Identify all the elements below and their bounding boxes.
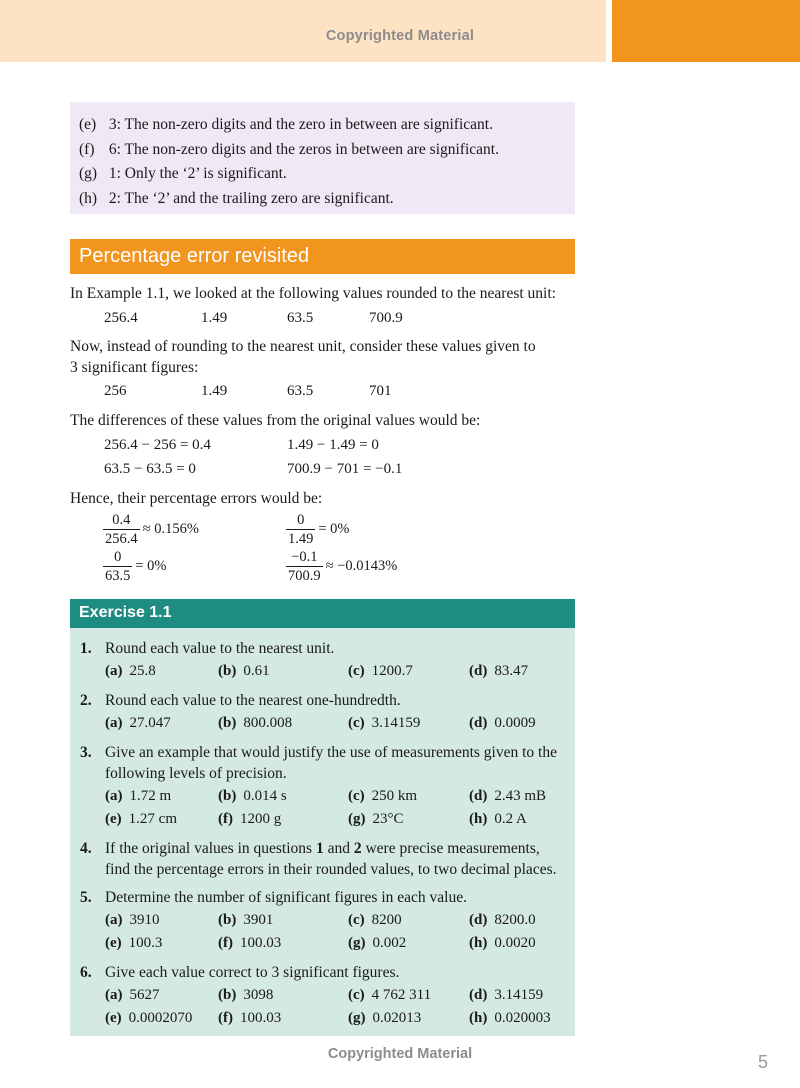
denominator: 256.4 <box>105 531 138 547</box>
option-label: (e) <box>105 1010 122 1026</box>
option-value: 8200.0 <box>494 912 536 928</box>
answer-line <box>79 113 575 138</box>
option-value: 0.002 <box>372 935 407 951</box>
option-value: 5627 <box>129 987 160 1003</box>
option-value: 1.72 m <box>129 788 172 804</box>
question-ref: 2 <box>353 840 362 857</box>
option <box>348 663 413 680</box>
option-value: 8200 <box>371 912 402 928</box>
option-label: (a) <box>105 663 123 679</box>
header-copyright: Copyrighted Material <box>325 28 475 44</box>
option <box>218 987 273 1004</box>
option-value: 83.47 <box>494 663 529 679</box>
question-text: following levels of precision. <box>105 765 287 782</box>
answer-text: 2: The ‘2’ and the trailing zero are significant. <box>108 189 394 207</box>
option-value: 0.014 s <box>243 788 287 804</box>
option-label: (d) <box>469 912 488 928</box>
option <box>348 912 402 929</box>
question-number: 1. <box>80 640 92 657</box>
option <box>348 788 417 805</box>
option-value: 3901 <box>243 912 274 928</box>
option <box>469 663 528 680</box>
answer-label: (h) <box>79 189 98 207</box>
option-label: (h) <box>469 811 488 827</box>
option <box>218 663 270 680</box>
option-value: 100.3 <box>128 935 163 951</box>
option <box>218 811 281 828</box>
option <box>218 715 292 732</box>
option <box>469 1010 551 1027</box>
option-label: (d) <box>469 788 488 804</box>
value-cell: 1.49 <box>201 383 228 399</box>
value-cell: 256 <box>104 383 127 399</box>
question-number: 4. <box>80 840 92 857</box>
option <box>218 1010 281 1027</box>
answer-line <box>79 138 575 163</box>
option-label: (b) <box>218 663 237 679</box>
option-value: 100.03 <box>240 935 282 951</box>
answer-line <box>79 187 575 212</box>
option-label: (a) <box>105 912 123 928</box>
option-label: (c) <box>348 788 365 804</box>
value-cell: 700.9 <box>369 310 403 326</box>
question-text-part: If the original values in questions <box>105 840 316 857</box>
option-label: (a) <box>105 987 123 1003</box>
difference-equation: 63.5 − 63.5 = 0 <box>104 461 196 477</box>
difference-equation: 256.4 − 256 = 0.4 <box>104 437 211 453</box>
option <box>105 715 171 732</box>
fraction <box>103 549 132 584</box>
option-label: (a) <box>105 715 123 731</box>
question-number: 3. <box>80 744 92 761</box>
option <box>105 987 160 1004</box>
paragraph: 3 significant figures: <box>70 359 199 376</box>
option <box>105 912 160 929</box>
option <box>348 1010 421 1027</box>
fraction-result: ≈ 0.156% <box>142 521 199 537</box>
option-label: (b) <box>218 912 237 928</box>
option-label: (h) <box>469 935 488 951</box>
question-text: Round each value to the nearest unit. <box>105 640 335 657</box>
option-label: (g) <box>348 811 366 827</box>
option <box>469 935 536 952</box>
value-cell: 1.49 <box>201 310 228 326</box>
option-value: 0.61 <box>243 663 270 679</box>
option-value: 27.047 <box>129 715 171 731</box>
option-value: 250 km <box>371 788 418 804</box>
option <box>218 912 273 929</box>
numerator: 0.4 <box>112 512 131 528</box>
paragraph: The differences of these values from the original values would be: <box>70 412 481 429</box>
option-label: (c) <box>348 663 365 679</box>
option-label: (b) <box>218 715 237 731</box>
option-value: 0.0002070 <box>128 1010 193 1026</box>
option <box>218 935 281 952</box>
option-label: (f) <box>218 811 233 827</box>
option-value: 4 762 311 <box>371 987 432 1003</box>
denominator: 1.49 <box>288 531 314 547</box>
option <box>469 987 543 1004</box>
fraction <box>286 549 323 584</box>
question-text: find the percentage errors in their rounded values, to two decimal places. <box>105 861 557 878</box>
footer-copyright: Copyrighted Material <box>327 1046 473 1062</box>
question-text: Give an example that would justify the use of measurements given to the <box>105 744 557 761</box>
answer-label: (f) <box>79 140 95 158</box>
option <box>348 811 404 828</box>
question-number: 6. <box>80 964 92 981</box>
option <box>105 935 162 952</box>
question-text: Determine the number of significant figures in each value. <box>105 889 467 906</box>
option-value: 1200.7 <box>371 663 413 679</box>
denominator: 700.9 <box>288 568 321 584</box>
answer-text: 1: Only the ‘2’ is significant. <box>108 165 287 182</box>
option-value: 23°C <box>372 811 404 827</box>
option <box>348 935 406 952</box>
value-cell: 256.4 <box>104 310 138 326</box>
option-value: 0.020003 <box>494 1010 551 1026</box>
difference-equation: 700.9 − 701 = −0.1 <box>287 461 403 477</box>
option-value: 3.14159 <box>494 987 544 1003</box>
fraction-expression <box>103 549 167 584</box>
option-value: 3098 <box>243 987 274 1003</box>
value-cell: 701 <box>369 383 392 399</box>
numerator: 0 <box>114 549 122 565</box>
option-label: (b) <box>218 788 237 804</box>
answer-text: 6: The non-zero digits and the zeros in between are significant. <box>108 140 499 158</box>
answer-line <box>79 162 575 187</box>
exercise-heading: Exercise 1.1 <box>70 599 575 628</box>
question-number: 2. <box>80 692 92 709</box>
numerator: −0.1 <box>291 549 318 565</box>
question-text-part: were precise measurements, <box>361 840 540 857</box>
option-label: (c) <box>348 715 365 731</box>
option-label: (e) <box>105 935 122 951</box>
option <box>105 663 156 680</box>
option-label: (g) <box>348 1010 366 1026</box>
option <box>469 912 536 929</box>
option-label: (b) <box>218 987 237 1003</box>
option-value: 0.0020 <box>494 935 536 951</box>
option-value: 1200 g <box>240 811 282 827</box>
option-label: (d) <box>469 663 488 679</box>
fraction-result: ≈ −0.0143% <box>325 558 398 574</box>
option-label: (d) <box>469 715 488 731</box>
section-heading: Percentage error revisited <box>70 239 575 274</box>
option-value: 25.8 <box>129 663 156 679</box>
option-label: (c) <box>348 987 365 1003</box>
question-ref: 1 <box>315 840 324 857</box>
question-number: 5. <box>80 889 92 906</box>
option-label: (d) <box>469 987 488 1003</box>
paragraph: In Example 1.1, we looked at the following values rounded to the nearest unit: <box>70 285 556 302</box>
fraction <box>103 512 140 547</box>
option-label: (g) <box>348 935 366 951</box>
question-text <box>105 840 540 858</box>
page-number: 5 <box>757 1052 768 1072</box>
fraction <box>286 512 315 547</box>
option-label: (e) <box>105 811 122 827</box>
paragraph: Hence, their percentage errors would be: <box>70 490 323 507</box>
difference-equation: 1.49 − 1.49 = 0 <box>287 437 379 453</box>
answer-label: (g) <box>79 165 98 182</box>
paragraph: Now, instead of rounding to the nearest unit, consider these values given to <box>70 338 536 355</box>
answers-box <box>70 102 575 214</box>
option-label: (c) <box>348 912 365 928</box>
fraction-expression <box>103 512 199 547</box>
option-value: 3.14159 <box>371 715 421 731</box>
question-text: Round each value to the nearest one-hundredth. <box>105 692 401 709</box>
option-label: (f) <box>218 1010 233 1026</box>
option-label: (a) <box>105 788 123 804</box>
option <box>105 1010 192 1027</box>
answer-text: 3: The non-zero digits and the zero in between are significant. <box>108 116 493 133</box>
option <box>348 715 420 732</box>
option <box>105 788 171 805</box>
fraction-result: = 0% <box>135 558 167 574</box>
denominator: 63.5 <box>105 568 131 584</box>
option-value: 2.43 mB <box>494 788 547 804</box>
question-text: Give each value correct to 3 significant figures. <box>105 964 400 981</box>
option-value: 1.27 cm <box>128 811 177 827</box>
option-value: 800.008 <box>243 715 293 731</box>
option <box>348 987 431 1004</box>
option-value: 3910 <box>129 912 160 928</box>
value-cell: 63.5 <box>287 383 314 399</box>
option <box>218 788 287 805</box>
option <box>469 788 546 805</box>
option-value: 0.0009 <box>494 715 536 731</box>
fraction-expression <box>286 512 350 547</box>
option-value: 0.2 A <box>494 811 527 827</box>
numerator: 0 <box>297 512 305 528</box>
option <box>469 811 527 828</box>
option <box>105 811 177 828</box>
option-label: (h) <box>469 1010 488 1026</box>
option-value: 100.03 <box>240 1010 282 1026</box>
option <box>469 715 536 732</box>
fraction-result: = 0% <box>318 521 350 537</box>
fraction-expression <box>286 549 397 584</box>
question-text-part: and <box>323 840 354 857</box>
value-cell: 63.5 <box>287 310 314 326</box>
option-label: (f) <box>218 935 233 951</box>
answer-label: (e) <box>79 116 97 133</box>
option-value: 0.02013 <box>372 1010 422 1026</box>
